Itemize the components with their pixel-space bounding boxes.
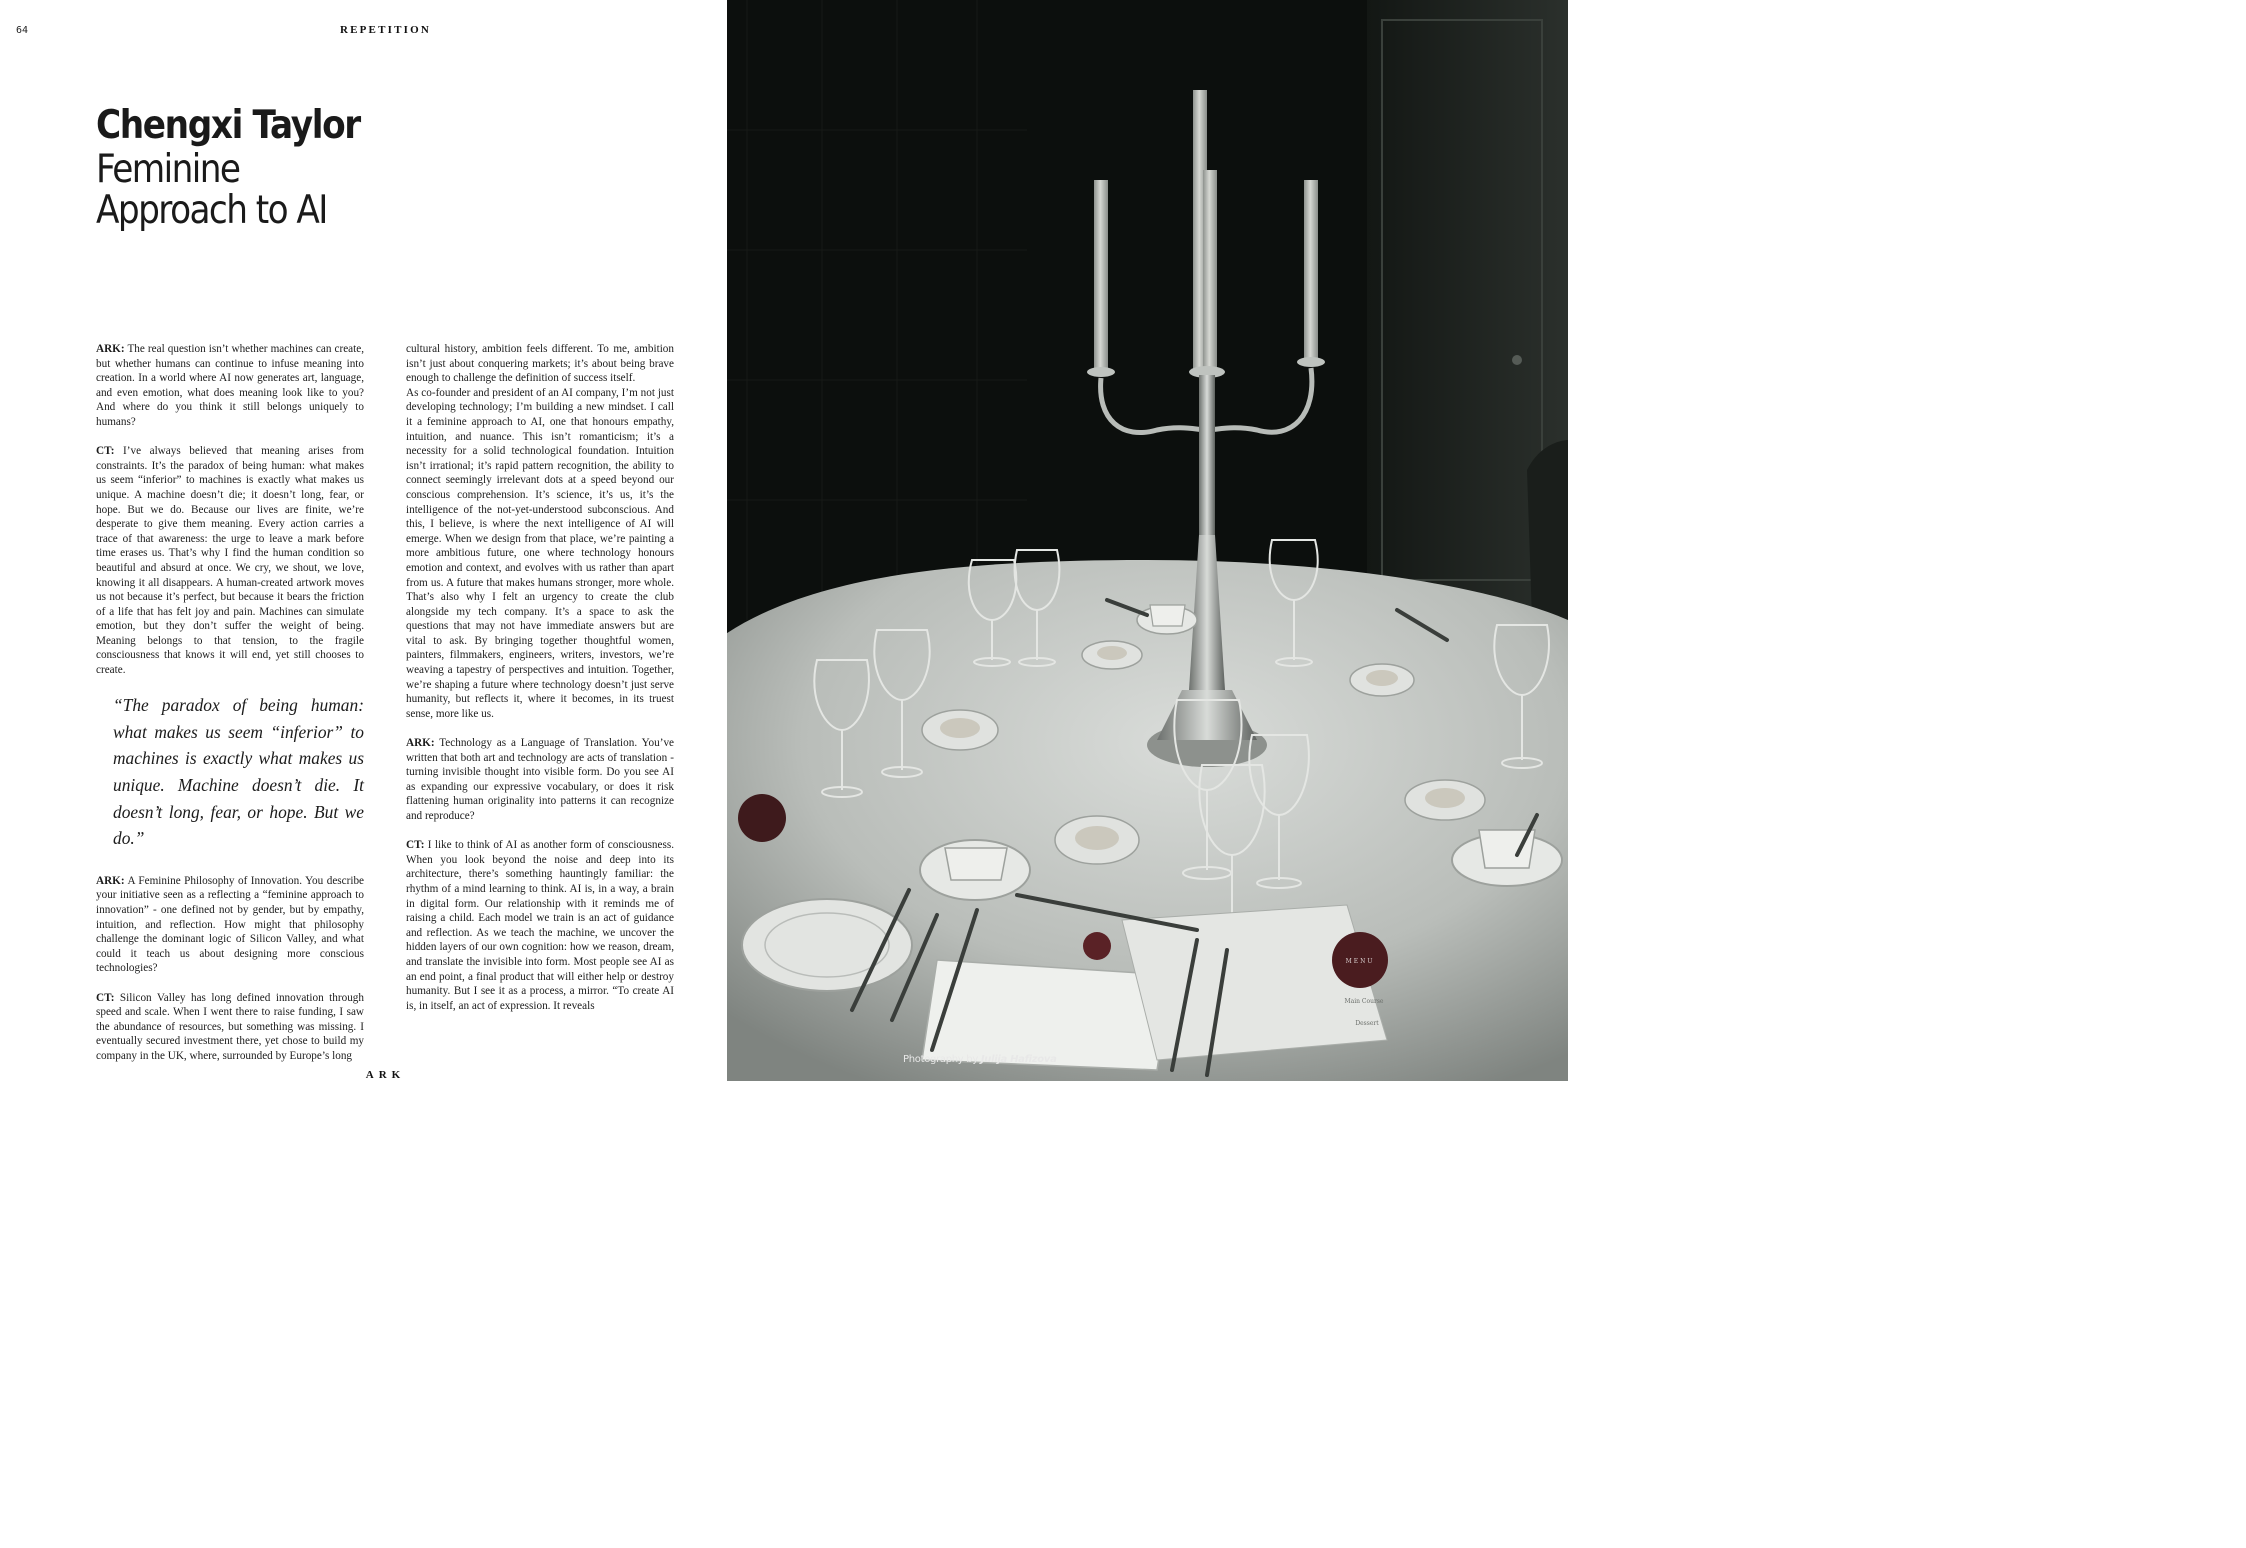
speaker-label: ARK: <box>406 737 435 750</box>
menu-seal-text: MENU <box>1345 958 1375 965</box>
candle <box>1094 180 1108 370</box>
paragraph-text: Technology as a Language of Translation. You’ve written that both art and technology are acts of translation - turning invisible thought into visible form. Do you see AI as expanding our expressive vocabulary, or does it risk flattening human originality into patterns it can recognize and reproduce? <box>406 737 674 822</box>
paragraph-text: Silicon Valley has long defined innovation through speed and scale. When I went there to raise funding, I saw the abundance of resources, but something was missing. I eventually secured investment there, yet chose to build my company in the UK, where, surrounded by Europe’s long <box>96 991 364 1062</box>
page-number: 64 <box>16 25 29 36</box>
footer-magazine-mark: ARK <box>365 1069 406 1081</box>
menu-heading: Main Course <box>1344 998 1384 1005</box>
interviewee-name: Chengxi Taylor <box>96 103 360 148</box>
teacup <box>1150 605 1185 626</box>
photo-credit-prefix: Photography by <box>903 1054 981 1065</box>
interview-paragraph <box>96 342 364 430</box>
speaker-label: ARK: <box>96 343 125 355</box>
article-column-left <box>96 342 364 1064</box>
speaker-label: ARK: <box>96 874 125 887</box>
photo-illustration <box>727 0 1568 1081</box>
bread-roll <box>1425 788 1465 808</box>
interview-paragraph <box>406 838 674 1013</box>
speaker-label: CT: <box>96 991 115 1004</box>
menu-seal <box>1083 932 1111 960</box>
paragraph-text: The real question isn’t whether machines can create, but whether humans can continue to infuse meaning into creation. In a world where AI now generates art, language, and even emotion, what does meaning look like to you? And where do you think it still belongs uniquely to humans? <box>96 343 364 428</box>
article-title <box>96 103 396 231</box>
interview-paragraph <box>96 991 364 1064</box>
teacup <box>945 848 1007 880</box>
left-page <box>0 0 727 1081</box>
paragraph-text: I like to think of AI as another form of consciousness. When you look beyond the noise and deep into its architecture, there’s something hauntingly familiar: the rhythm of a mind learning to think. AI is, in a way, a brain in digital form. Our relationship with it reminds me of raising a child. Each model we train is an act of guidance and reflection. As we teach the machine, we uncover the hidden layers of our own cognition: how we reason, dream, and translate the invisible into form. Most people see AI as an end point, a final product that will either help or destroy humanity. But I see it as a process, a mirror. “To create AI is, in itself, an act of expression. It reveals <box>406 839 674 1012</box>
photo-credit <box>903 1054 1057 1065</box>
article-subtitle-line1: Feminine <box>96 147 240 192</box>
pull-quote: “The paradox of being human: what makes us seem “inferior” to machines is exactly what makes us unique. Machine doesn’t die. It doesn’t long, fear, or hope. But we do.” <box>113 695 364 849</box>
paragraph-text: A Feminine Philosophy of Innovation. You describe your initiative seen as a reflecting a “feminine approach to innovation” - one defined not by gender, but by empathy, intuition, and reflection. How might that philosophy challenge the dominant logic of Silicon Valley, and what could it teach us about designing more conscious technologies? <box>96 874 364 975</box>
bread-roll <box>940 718 980 738</box>
candle <box>1203 170 1217 370</box>
speaker-label: CT: <box>406 839 425 852</box>
chair-back <box>1527 440 1568 620</box>
dinner-table-photo <box>727 0 1568 1081</box>
continued-paragraph: cultural history, ambition feels different. To me, ambition isn’t just about conquering markets; it’s about being brave enough to challenge the definition of success itself. <box>406 343 674 385</box>
article-subtitle-line2: Approach to AI <box>96 188 327 233</box>
bread-roll <box>1366 670 1398 686</box>
menu-dessert: Dessert <box>1355 1020 1379 1027</box>
photographer-name: Julija Hafizova <box>980 1054 1057 1065</box>
bread-roll <box>1097 646 1127 660</box>
door-knob <box>1512 355 1522 365</box>
section-title: REPETITION <box>339 24 432 36</box>
menu-seal <box>738 794 786 842</box>
interview-paragraph <box>96 874 364 976</box>
candle <box>1304 180 1318 360</box>
interview-paragraph <box>406 736 674 824</box>
paragraph-text: I’ve always believed that meaning arises from constraints. It’s the paradox of being human: what makes us seem “inferior” to machines is exactly what makes us unique. A machine doesn’t die; it doesn’t long, fear, or hope. But we do. Because our lives are finite, we’re desperate to give them meaning. Every action carries a trace of that awareness: the urge to leave a mark before time erases us. That’s why I find the human condition so beautiful and absurd at once. We cry, we shout, we love, knowing it all disappears. A human-created artwork moves us not because it’s perfect, but because it bears the friction of a life that has felt joy and pain. Machines can simulate emotion, but they don’t suffer the weight of being. Meaning belongs to that tension, to the fragile consciousness that knows it will end, yet still chooses to create. <box>96 445 364 677</box>
article-column-right <box>406 342 674 1013</box>
bread-roll <box>1075 826 1119 850</box>
speaker-label: CT: <box>96 445 115 458</box>
continued-paragraph: As co-founder and president of an AI company, I’m not just developing technology; I’m building a new mindset. I call it a feminine approach to AI, one that honours empathy, intuition, and nuance. This isn’t romanticism; it’s a necessity for a solid technological foundation. Intuition isn’t irrational; it’s rapid pattern recognition, the ability to connect seemingly irrelevant dots at a speed beyond our conscious comprehension. It’s science, it’s us, it’s the intelligence of the not-yet-understood subconscious. And this, I believe, is where the next intelligence of AI will emerge. When we design from that place, we’re painting a more ambitious future, one where technology honours emotion and context, and evolves with us rather than apart from us. A future that makes humans stronger, more whole. That’s also why I felt an urgency to create the club alongside my tech company. It’s a space to ask the questions that may not have immediate answers but are vital to ask. By bringing together thoughtful women, painters, filmmakers, engineers, writers, investors, we’re weaving a tapestry of perspectives and intuition. Together, we’re shaping a future where technology doesn’t just serve humanity, but reflects it, where it becomes, in its truest sense, more like us. <box>406 386 674 720</box>
interview-paragraph <box>96 444 364 678</box>
